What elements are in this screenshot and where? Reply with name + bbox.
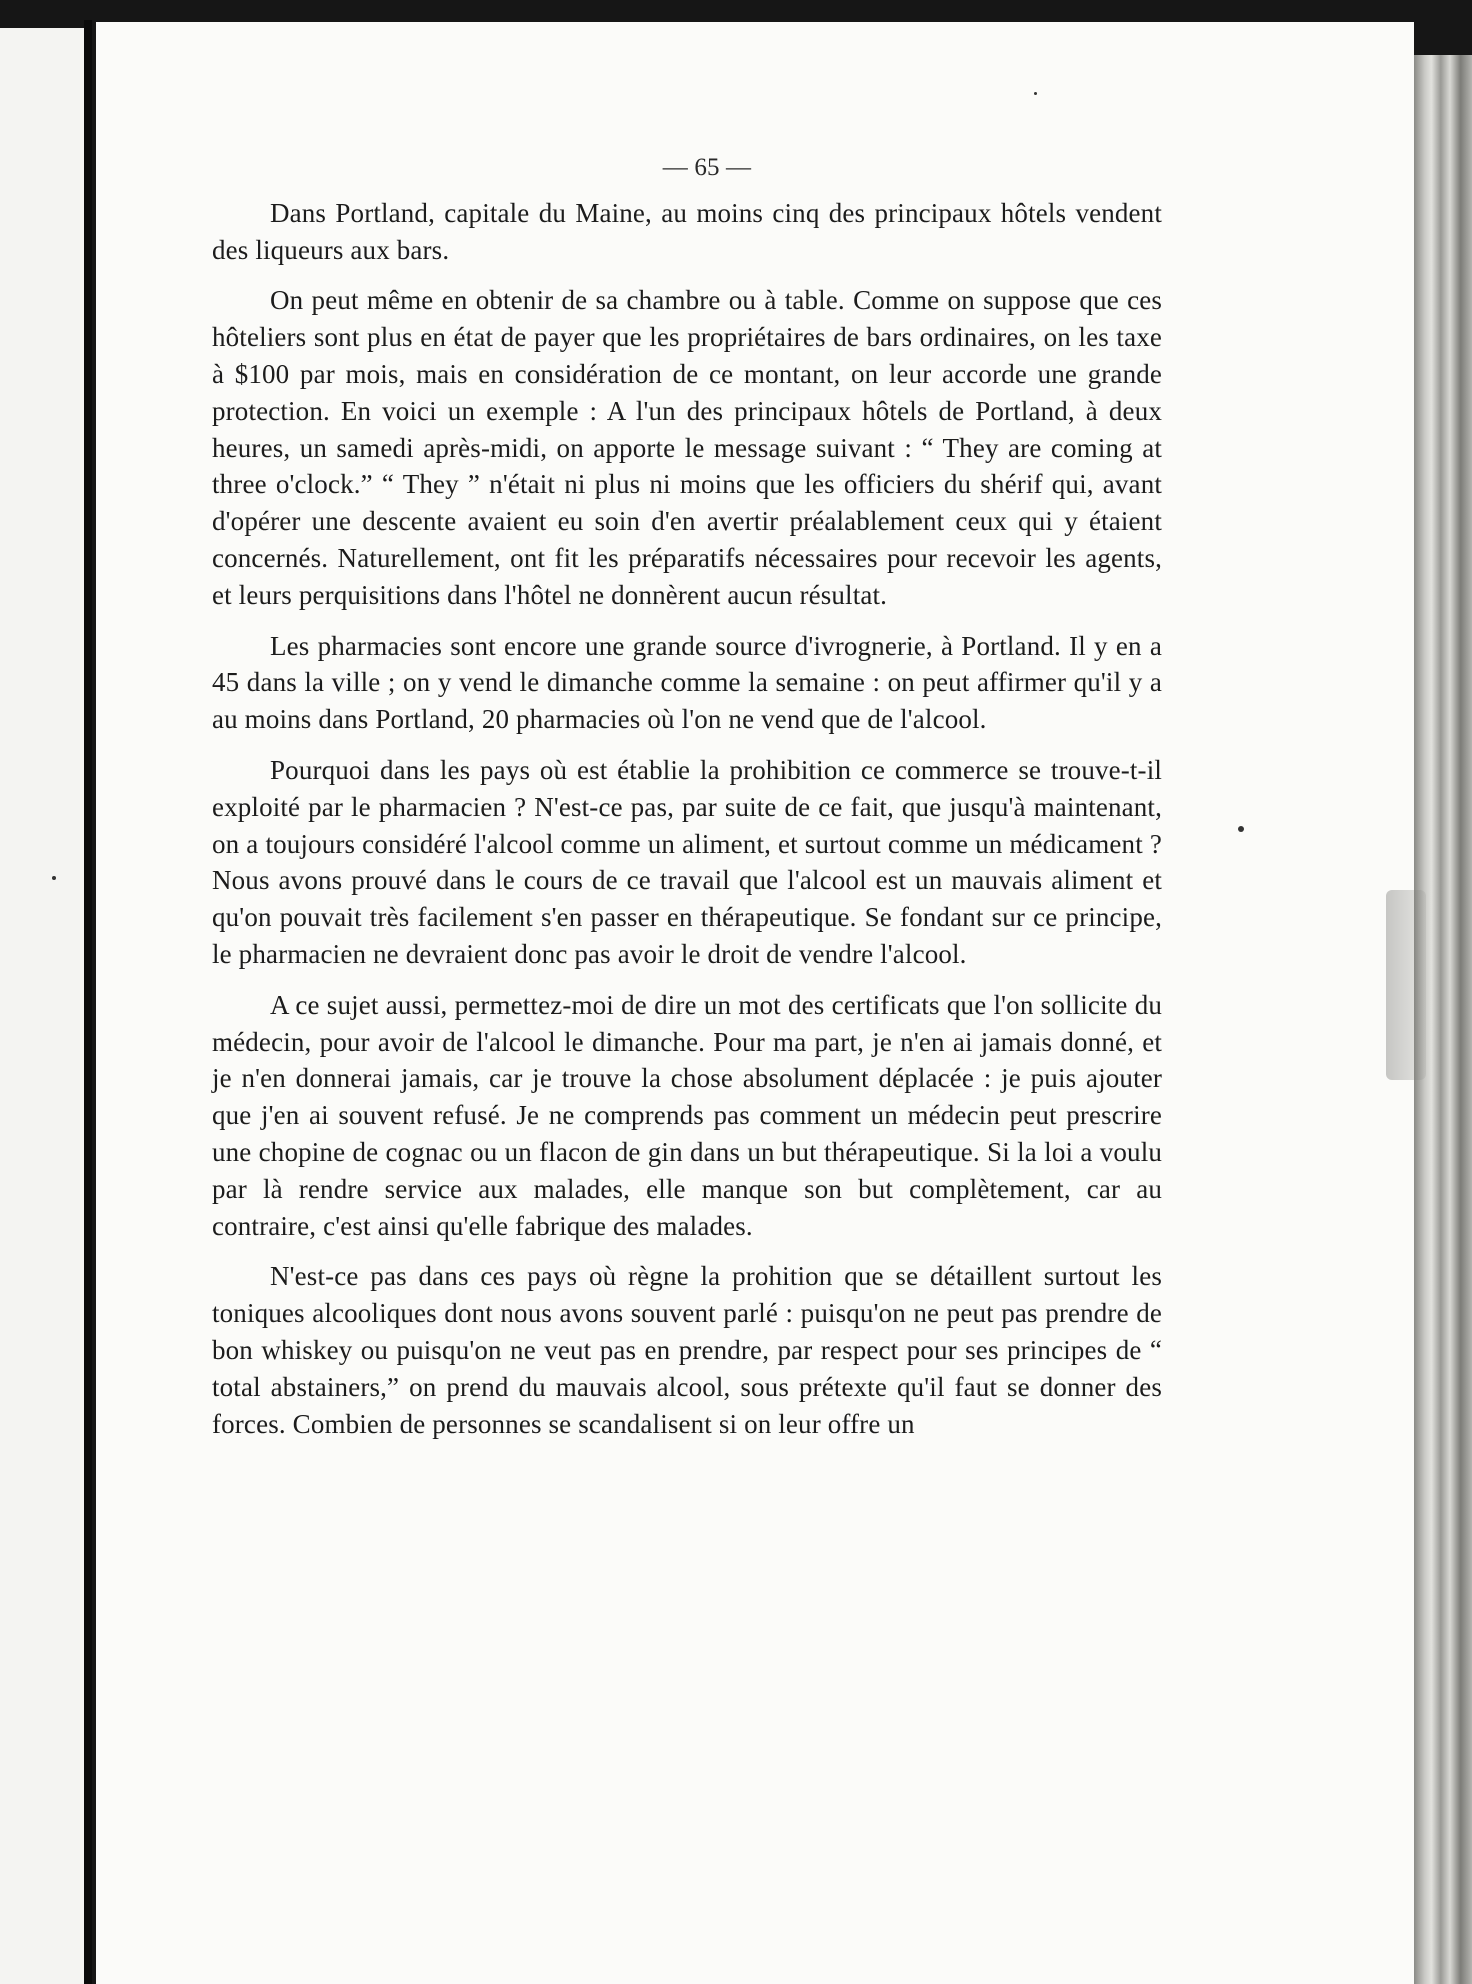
paragraph: A ce sujet aussi, permettez-moi de dire un mot des certificats que l'on sollicite du médecin, pour avoir de l'alcool le dimanche. Pour ma part, je n'en ai jamais donné, et je n'en donnerai jamais, car je trouve la chose absolument déplacée : je puis ajouter que j'en ai souvent refusé. Je ne comprends pas comment un médecin peut prescrire une chopine de cognac ou un flacon de gin dans un but thérapeutique. Si la loi a voulu par là rendre service aux malades, elle manque son but complètement, car au contraire, c'est ainsi qu'elle fabrique des malades. — [212, 989, 1162, 1241]
gutter-shadow — [84, 20, 92, 1984]
dust-speck — [1238, 826, 1244, 832]
binding-mark — [1386, 890, 1426, 1080]
paragraph: Dans Portland, capitale du Maine, au moins cinq des principaux hôtels vendent des liqueurs aux bars. — [212, 197, 1162, 265]
paragraph: Les pharmacies sont encore une grande source d'ivrognerie, à Portland. Il y en a 45 dans la ville ; on y vend le dimanche comme la semaine : on peut affirmer qu'il y a au moins dans Portland, 20 pharmacies où l'on ne vend que de l'alcool. — [212, 630, 1162, 735]
left-page-edge — [0, 28, 84, 1984]
dust-speck — [52, 876, 56, 880]
paragraph: N'est-ce pas dans ces pays où règne la prohition que se détaillent surtout les toniques alcooliques dont nous avons souvent parlé : puisqu'on ne peut pas prendre de bon whiskey ou puisqu'on ne veut pas en prendre, par respect pour ses principes de “ total abstainers,” on prend du mauvais alcool, sous prétexte qu'il faut se donner des forces. Combien de personnes se scandalisent si on leur offre un — [212, 1261, 1162, 1439]
page-text — [212, 150, 1162, 1442]
paragraph: Pourquoi dans les pays où est établie la prohibition ce commerce se trouve-t-il exploité par le pharmacien ? N'est-ce pas, par suite de ce fait, que jusqu'à maintenant, on a toujours considéré l'alcool comme un aliment, et surtout comme un médicament ? Nous avons prouvé dans le cours de ce travail que l'alcool est un mauvais aliment et qu'on pouvait très facilement s'en passer en thérapeutique. Se fondant sur ce principe, le pharmacien ne devraient donc pas avoir le droit de vendre l'alcool. — [212, 754, 1162, 969]
page-number: — 65 — — [662, 154, 752, 181]
dust-speck — [1034, 92, 1037, 95]
paragraph: On peut même en obtenir de sa chambre ou à table. Comme on suppose que ces hôteliers sont plus en état de payer que les propriétaires de bars ordinaires, on les taxe à $100 par mois, mais en considération de ce montant, on leur accorde une grande protection. En voici un exemple : A l'un des principaux hôtels de Portland, à deux heures, un samedi après-midi, on apporte le message suivant : “ They are coming at three o'clock.” “ They ” n'était ni plus ni moins que les officiers du shérif qui, avant d'opérer une descente avaient eu soin d'en avertir préalablement ceux qui y étaient concernés. Naturellement, ont fit les préparatifs nécessaires pour recevoir les agents, et leurs perquisitions dans l'hôtel ne donnèrent aucun résultat. — [212, 285, 1162, 610]
